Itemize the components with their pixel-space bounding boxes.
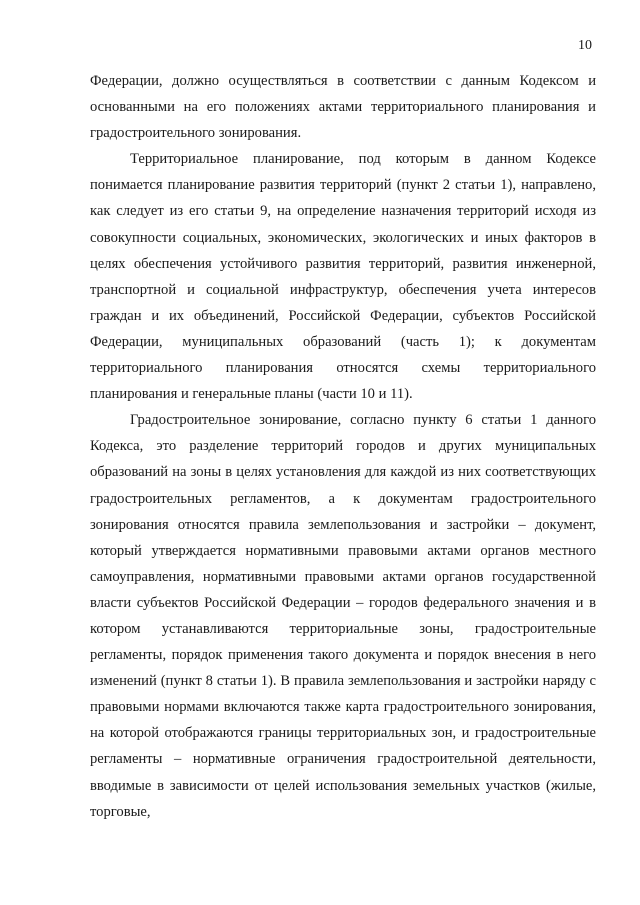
paragraph-territorial-planning: Территориальное планирование, под которым в данном Кодексе понимается планирование развития территорий (пункт 2 статьи 1), направлено, как следует из его статьи 9, на определение назначения территорий исходя из совокупности социальных, экономических, экологических и иных факторов в целях обеспечения устойчивого развития территорий, развития инженерной, транспортной и социальной инфраструктур, обеспечения учета интересов граждан и их объединений, Российской Федерации, субъектов Российской Федерации, муниципальных образований (часть 1); к документам территориального планирования относятся схемы территориального планирования и генеральные планы (части 10 и 11).	[90, 151, 596, 403]
paragraph-continuation: Федерации, должно осуществляться в соответствии с данным Кодексом и основанными на его положениях актами территориального планирования и градостроительного зонирования.	[90, 73, 596, 142]
page-number: 10	[578, 38, 592, 53]
document-body	[90, 68, 596, 825]
paragraph-zoning: Градостроительное зонирование, согласно пункту 6 статьи 1 данного Кодекса, это разделение территорий городов и других муниципальных образований на зоны в целях установления для каждой из них соответствующих градостроительных регламентов, а к документам градостроительного зонирования относятся правила землепользования и застройки – документ, который утверждается нормативными правовыми актами органов местного самоуправления, нормативными правовыми актами органов государственной власти субъектов Российской Федерации – городов федерального значения и в котором устанавливаются территориальные зоны, градостроительные регламенты, порядок применения такого документа и порядок внесения в него изменений (пункт 8 статьи 1). В правила землепользования и застройки наряду с правовыми нормами включаются также карта градостроительного зонирования, на которой отображаются границы территориальных зон, и градостроительные регламенты – нормативные ограничения градостроительной деятельности, вводимые в зависимости от целей использования земельных участков (жилые, торговые,	[90, 412, 596, 820]
